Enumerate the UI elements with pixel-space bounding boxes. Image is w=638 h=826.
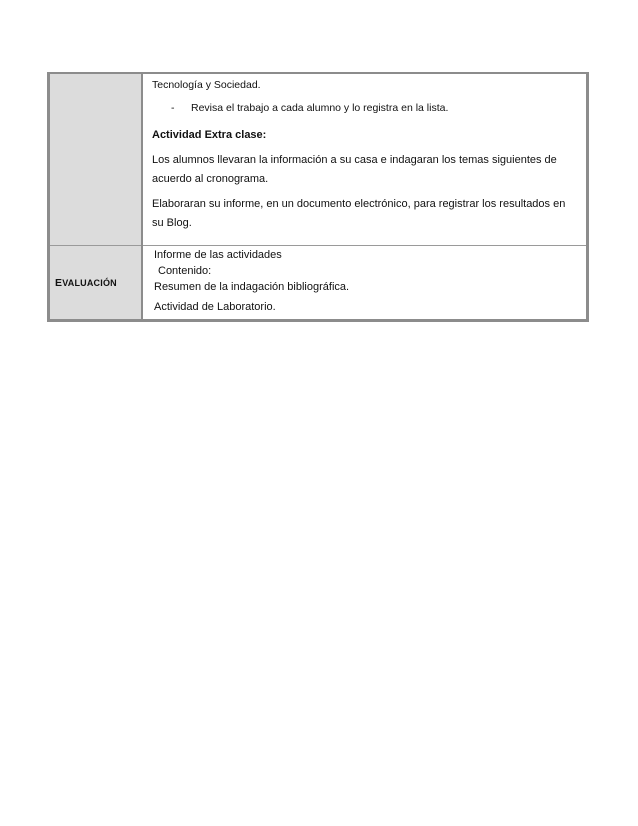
evaluation-item: Actividad de Laboratorio. xyxy=(154,301,276,313)
evaluation-label: EVALUACIÓN xyxy=(55,277,117,289)
evaluation-item: Resumen de la indagación bibliográfica. xyxy=(154,281,350,293)
evaluation-label-cell xyxy=(49,246,143,321)
evaluation-item: Informe de las actividades xyxy=(154,249,282,261)
activity-cell xyxy=(142,73,588,246)
paragraph-students: Los alumnos llevaran la información a su casa e indagaran los temas siguientes de acuerdo al cronograma. xyxy=(152,154,557,185)
extra-class-heading: Actividad Extra clase: xyxy=(152,129,267,141)
empty-label-cell xyxy=(49,73,143,246)
bullet-text: Revisa el trabajo a cada alumno y lo registra en la lista. xyxy=(191,102,449,114)
paragraph-report: Elaboraran su informe, en un documento electrónico, para registrar los resultados en su Blog. xyxy=(152,198,566,229)
evaluation-item: Contenido: xyxy=(158,265,212,277)
table-row xyxy=(49,73,588,246)
evaluation-cell xyxy=(142,246,588,321)
activity-table xyxy=(47,72,589,322)
table-row xyxy=(49,246,588,321)
activity-line: Tecnología y Sociedad. xyxy=(152,79,261,91)
bullet-item xyxy=(152,99,578,118)
bullet-dash: - xyxy=(171,102,175,114)
